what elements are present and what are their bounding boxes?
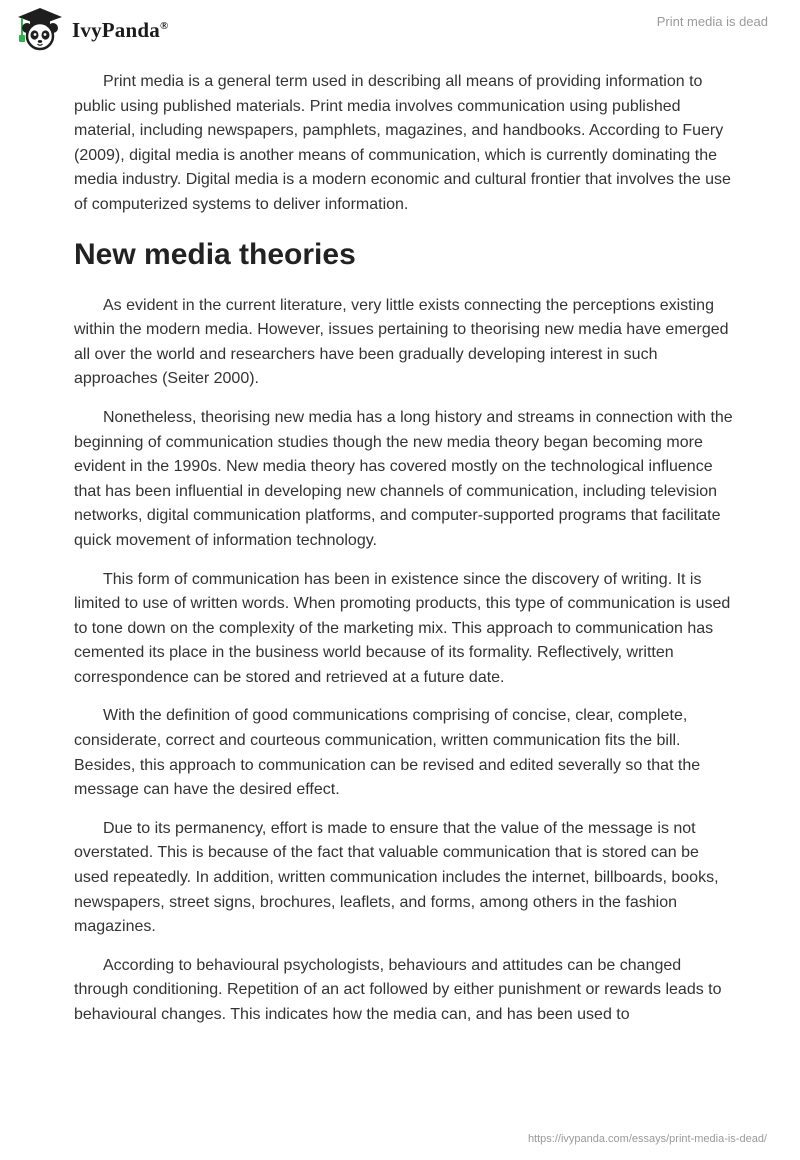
body-paragraph: With the definition of good communications comprising of concise, clear, complete, considerate, correct and courteous communication, written communication fits the bill. Besides, this approach to communication can be revised and edited severally so that the message can have the desired effect. [74,707,701,799]
body-paragraph: As evident in the current literature, very little exists connecting the perceptions existing within the modern media. However, issues pertaining to theorising new media have emerged all over the world and researchers have been gradually developing interest in such approaches (Seiter 2000). [74,296,729,388]
body-paragraph: This form of communication has been in existence since the discovery of writing. It is limited to use of written words. When promoting products, this type of communication is used to tone down on the complexity of the marketing mix. This approach to communication has cemented its place in the business world because of its formality. Reflectively, written correspondence can be stored and retrieved at a future date. [74,570,731,686]
brand-name: IvyPanda® [72,17,169,42]
page-header [0,0,800,60]
source-url[interactable]: https://ivypanda.com/essays/print-media-is-dead/ [527,1133,767,1145]
body-paragraph: Due to its permanency, effort is made to ensure that the value of the message is not overstated. This is because of the fact that valuable communication that is stored can be used repeatedly. In addition, written communication includes the internet, billboards, books, newspapers, street signs, brochures, leaflets, and forms, among others in the fashion magazines. [74,819,719,936]
essay-content [74,70,734,1042]
section-heading: New media theories [74,237,356,271]
body-paragraph: Nonetheless, theorising new media has a long history and streams in connection with the beginning of communication studies though the new media theory began becoming more evident in the 1990s. New media theory has covered mostly on the technological influence that has been influential in developing new channels of communication, including television networks, digital communication platforms, and computer-supported programs that facilitate quick movement of information technology. [74,408,733,549]
panda-graduate-icon [14,6,66,52]
intro-paragraph: Print media is a general term used in describing all means of providing information to public using published materials. Print media involves communication using published material, including newspapers, pamphlets, magazines, and handbooks. According to Fuery (2009), digital media is another means of communication, which is currently dominating the media industry. Digital media is a modern economic and cultural frontier that involves the use of computerized systems to deliver information. [74,73,731,213]
ivypanda-logo[interactable] [14,6,168,52]
document-title: Print media is dead [656,14,768,29]
body-paragraph: According to behavioural psychologists, behaviours and attitudes can be changed through conditioning. Repetition of an act followed by either punishment or rewards leads to behavioural changes. This indicates how the media can, and has been used to [74,956,722,1023]
